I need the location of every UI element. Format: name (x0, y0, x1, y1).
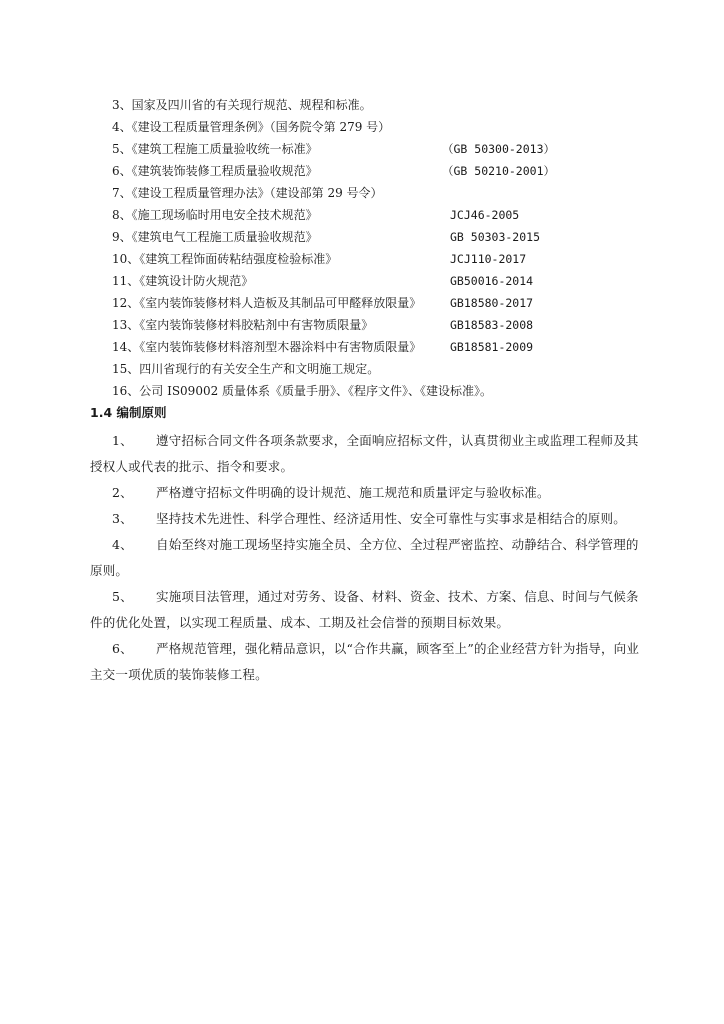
reference-list (112, 94, 612, 402)
principle-number: 6、 (112, 641, 133, 656)
principle-paragraph (90, 532, 650, 584)
principle-text: 实施项目法管理，通过对劳务、设备、材料、资金、技术、方案、信息、时间与气候条件的优化处置，以实现工程质量、成本、工期及社会信誉的预期目标效果。 (90, 589, 639, 630)
principle-paragraph (90, 506, 650, 532)
reference-item (112, 270, 612, 292)
reference-item (112, 226, 612, 248)
reference-code: JCJ46-2005 (450, 208, 520, 222)
principles-list (90, 428, 650, 688)
principle-number: 1、 (112, 433, 133, 448)
reference-item (112, 314, 612, 336)
principle-text: 严格规范管理，强化精品意识，以“合作共赢，顾客至上”的企业经营方针为指导，向业主交一项优质的装饰装修工程。 (90, 641, 640, 682)
reference-title: 4、《建设工程质量管理条例》（国务院令第 279 号） (112, 120, 391, 134)
reference-item (112, 380, 612, 402)
reference-title: 13、《室内装饰装修材料胶粘剂中有害物质限量》 (112, 318, 374, 332)
principle-paragraph (90, 636, 650, 688)
reference-title: 14、《室内装饰装修材料溶剂型木器涂料中有害物质限量》 (112, 340, 422, 354)
reference-code: （GB 50210-2001） (442, 164, 556, 178)
principle-number: 4、 (112, 537, 133, 552)
reference-title: 11、《建筑设计防火规范》 (112, 274, 254, 288)
reference-item (112, 204, 612, 226)
reference-item (112, 248, 612, 270)
reference-code: GB18583-2008 (450, 318, 534, 332)
principle-text: 自始至终对施工现场坚持实施全员、全方位、全过程严密监控、动静结合、科学管理的原则。 (90, 537, 639, 578)
reference-title: 16、公司 IS09002 质量体系《质量手册》、《程序文件》、《建设标准》。 (112, 384, 493, 398)
reference-item (112, 336, 612, 358)
reference-code: GB18581-2009 (450, 340, 534, 354)
principle-text: 遵守招标合同文件各项条款要求，全面响应招标文件，认真贯彻业主或监理工程师及其授权人或代表的批示、指令和要求。 (90, 433, 639, 474)
reference-item (112, 160, 612, 182)
reference-title: 10、《建筑工程饰面砖粘结强度检验标准》 (112, 252, 338, 266)
reference-item (112, 182, 612, 204)
reference-item (112, 116, 612, 138)
reference-title: 12、《室内装饰装修材料人造板及其制品可甲醛释放限量》 (112, 296, 422, 310)
reference-title: 5、《建筑工程施工质量验收统一标准》 (112, 142, 318, 156)
principle-paragraph (90, 480, 650, 506)
reference-title: 15、四川省现行的有关安全生产和文明施工规定。 (112, 362, 380, 376)
principle-number: 2、 (112, 485, 133, 500)
reference-title: 8、《施工现场临时用电安全技术规范》 (112, 208, 318, 222)
reference-title: 6、《建筑装饰装修工程质量验收规范》 (112, 164, 318, 178)
reference-code: （GB 50300-2013） (442, 142, 556, 156)
principle-paragraph (90, 428, 650, 480)
principle-number: 5、 (112, 589, 133, 604)
reference-code: GB18580-2017 (450, 296, 534, 310)
principle-text: 严格遵守招标文件明确的设计规范、施工规范和质量评定与验收标准。 (156, 485, 550, 500)
principle-number: 3、 (112, 511, 133, 526)
reference-code: JCJ110-2017 (450, 252, 527, 266)
reference-code: GB 50303-2015 (450, 230, 541, 244)
reference-item (112, 94, 612, 116)
section-heading: 1.4 编制原则 (90, 405, 167, 420)
reference-item (112, 292, 612, 314)
principle-text: 坚持技术先进性、科学合理性、经济适用性、安全可靠性与实事求是相结合的原则。 (156, 511, 626, 526)
reference-title: 7、《建设工程质量管理办法》（建设部第 29 号令） (112, 186, 383, 200)
reference-title: 9、《建筑电气工程施工质量验收规范》 (112, 230, 318, 244)
reference-title: 3、国家及四川省的有关现行规范、规程和标准。 (112, 98, 372, 112)
reference-item (112, 358, 612, 380)
principle-paragraph (90, 584, 650, 636)
reference-code: GB50016-2014 (450, 274, 534, 288)
reference-item (112, 138, 612, 160)
